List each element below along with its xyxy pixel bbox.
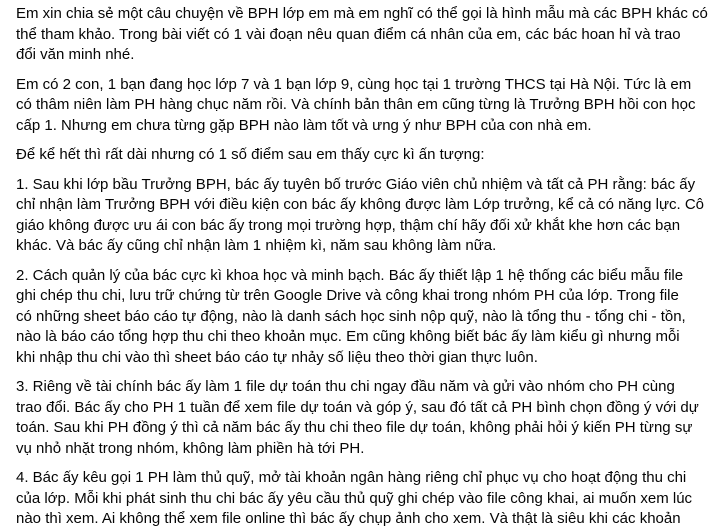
- text-line: giáo không được ưu ái con bác ấy trong mọi trường hợp, thậm chí hãy đối xử khắt khe hơn các bạn: [16, 216, 681, 234]
- text-line: đổi văn minh nhé.: [16, 46, 135, 63]
- post-paragraph-lead-in: [16, 145, 692, 166]
- text-line: khác. Và bác ấy cũng chỉ nhận làm 1 nhiệm kì, năm sau không làm nữa.: [16, 237, 497, 254]
- post-paragraph-background: [16, 75, 696, 137]
- text-line: Em có 2 con, 1 bạn đang học lớp 7 và 1 bạn lớp 9, cùng học tại 1 trường THCS tại Hà Nội. Tức là em: [16, 75, 692, 93]
- text-line: toán. Sau khi PH đồng ý thì cả năm bác ấy thu chi theo file dự toán, không phải hỏi ý kiến PH từng sự: [16, 419, 693, 436]
- post-paragraph-point-2: [16, 266, 692, 369]
- post-paragraph-point-3: [16, 377, 699, 459]
- text-line: 1. Sau khi lớp bầu Trưởng BPH, bác ấy tuyên bố trước Giáo viên chủ nhiệm và tất cả PH rằng: bác ấy: [16, 175, 696, 193]
- text-line: nào là báo cáo tổng hợp thu chi theo khoản mục. Em cũng không biết bác ấy làm kiểu gì nhưng mỗi: [16, 328, 680, 345]
- text-line: 3. Riêng về tài chính bác ấy làm 1 file dự toán thu chi ngay đầu năm và gửi vào nhóm cho PH cùng: [16, 378, 675, 395]
- text-line: có những sheet báo cáo tự động, nào là danh sách học sinh nộp quỹ, nào là tổng thu - tổng chi - tồn,: [16, 307, 686, 325]
- text-line: nào thì xem. Ai không thể xem file online thì bác ấy chụp ảnh cho xem. Và thật là siêu khi các khoản: [16, 510, 681, 527]
- text-line: chỉ nhận làm Trưởng BPH với điều kiện con bác ấy không được làm Lớp trưởng, kể cả có năng lực. Cô: [16, 196, 705, 213]
- text-line: trao đổi. Bác ấy cho PH 1 tuần để xem file dự toán và góp ý, sau đó tất cả PH bình chọn đồng ý với dự: [16, 398, 699, 416]
- post-paragraph-point-4: [16, 468, 692, 530]
- text-line: 2. Cách quản lý của bác cực kì khoa học và minh bạch. Bác ấy thiết lập 1 hệ thống các biểu mẫu file: [16, 266, 684, 284]
- text-line: Em xin chia sẻ một câu chuyện về BPH lớp em mà em nghĩ có thể gọi là hình mẫu mà các BPH khác có: [16, 5, 708, 22]
- text-line: của lớp. Mỗi khi phát sinh thu chi bác ấy yêu cầu thủ quỹ ghi chép vào file công khai, ai muốn xem lúc: [16, 489, 693, 507]
- text-line: 4. Bác ấy kêu gọi 1 PH làm thủ quỹ, mở tài khoản ngân hàng riêng chỉ phục vụ cho hoạt động thu chi: [16, 469, 687, 486]
- text-line: có thâm niên làm PH hàng chục năm rồi. Và chính bản thân em cũng từng là Trưởng BPH hồi con học: [16, 96, 696, 113]
- text-line: ghi chép thu chi, lưu trữ chứng từ trên Google Drive và công khai trong nhóm PH của lớp. Trong file: [16, 287, 679, 304]
- post-paragraph-point-1: [16, 175, 705, 257]
- text-line: thể tham khảo. Trong bài viết có 1 vài đoạn nêu quan điểm cá nhân của em, các bác hoan hỉ và trao: [16, 25, 681, 43]
- text-line: cấp 1. Nhưng em chưa từng gặp BPH nào làm tốt và ưng ý như BPH của con nhà em.: [16, 116, 592, 134]
- post-body: [0, 4, 708, 527]
- text-line: vụ nhỏ nhặt trong nhóm, không làm phiền hà tới PH.: [16, 439, 365, 457]
- text-line: khi nhập thu chi vào thì sheet báo cáo tự nhảy số liệu theo thời gian thực luôn.: [16, 348, 538, 366]
- post-paragraph-intro: [16, 4, 708, 66]
- text-line: Để kể hết thì rất dài nhưng có 1 số điểm sau em thấy cực kì ấn tượng:: [16, 146, 485, 163]
